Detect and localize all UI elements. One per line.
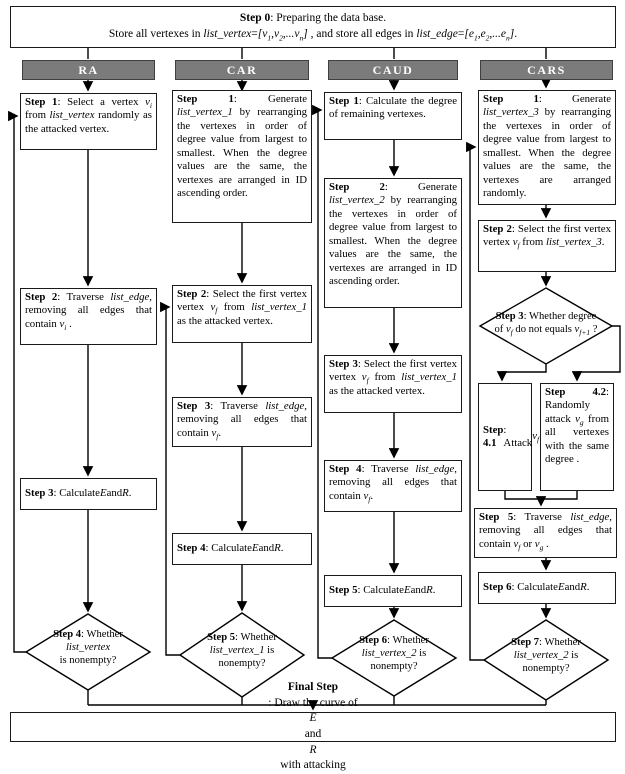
cars-step7-diamond-label: Step 7: Whether list_vertex_2 is nonempty? — [511, 637, 581, 674]
cars-step6-box: Step 6 : Calculate E and R . — [478, 572, 616, 604]
car-step4-box: Step 4 : Calculate E and R . — [172, 533, 312, 565]
column-header-caud: CAUD — [328, 60, 458, 80]
final-step-box: Final Step : Draw the curve of E and R with attacking — [10, 712, 616, 742]
ra-step2-box: Step 2: Traverse list_edge, removing all edges that contain $v_i$ . — [20, 288, 157, 345]
caud-step5-box: Step 5 : Calculate E and R . — [324, 575, 462, 607]
caud-step2-box: Step 2: Generate list_vertex_2 by rearranging the vertexes in order of degree value from largest to smallest. When the degree values are the same, the vertexes are arranged in ID ascending order. — [324, 178, 462, 308]
step0-line2: Store all vertexes in $list\_vertex=[v_1,v_2,...v_n]$ , and store all edges in $list\_edge=[e_1,e_2,...e_n]$. — [108, 28, 518, 43]
caud-step4-box: Step 4: Traverse list_edge, removing all edges that contain $v_f$. — [324, 460, 462, 512]
step0-box — [10, 6, 616, 48]
caud-step6-diamond-label: Step 6: Whether list_vertex_2 is nonempty? — [359, 635, 429, 672]
caud-step1-box: Step 1: Calculate the degree of remaining vertexes. — [324, 92, 462, 140]
cars-step4-1-box: Step 4.1 : Attack $v_f$ — [478, 383, 532, 491]
step0-line1: Step 0: Preparing the data base. — [239, 12, 387, 25]
car-step2-box: Step 2: Select the first vertex vertex $v_f$ from list_vertex_1 as the attacked vertex. — [172, 285, 312, 343]
ra-step3-box: Step 3 : Calculate E and R . — [20, 478, 157, 510]
car-step3-box: Step 3: Traverse list_edge, removing all edges that contain $v_f$. — [172, 397, 312, 447]
column-header-ra: RA — [22, 60, 155, 80]
ra-step4-diamond-label: Step 4: Whether list_vertex is nonempty? — [53, 629, 123, 666]
top-connectors — [88, 48, 546, 90]
cars-step4-2-box: Step 4.2: Randomly attack $v_g$ from all vertexes with the same degree . — [540, 383, 614, 491]
ra-step1-box: Step 1: Select a vertex $v_i$ from list_vertex randomly as the attacked vertex. — [20, 93, 157, 150]
ra-connectors — [14, 116, 88, 705]
caud-step3-box: Step 3: Select the first vertex vertex $v_f$ from list_vertex_1 as the attacked vertex. — [324, 355, 462, 413]
car-step1-box: Step 1: Generate list_vertex_1 by rearranging the vertexes in order of degree value from largest to smallest. When the degree values are the same, the vertexes are arranged in ID ascending order. — [172, 90, 312, 223]
cars-step2-box: Step 2: Select the first vertex vertex $v_f$ from list_vertex_3. — [478, 220, 616, 272]
column-header-car: CAR — [175, 60, 309, 80]
column-header-cars: CARS — [480, 60, 613, 80]
cars-step5-box: Step 5: Traverse list_edge, removing all edges that contain $v_f$ or $v_g$ . — [474, 508, 617, 558]
cars-step3-diamond-label: Step 3: Whether degree of $v_f$ do not equals $v_{f+1}$ ? — [494, 311, 598, 338]
car-step5-diamond-label: Step 5: Whether list_vertex_1 is nonempty? — [207, 632, 277, 669]
cars-step1-box: Step 1: Generate list_vertex_3 by rearranging the vertexes in order of degree value from largest to smallest. When the degree values are the same, the vertexes are arranged randomly. — [478, 90, 616, 205]
